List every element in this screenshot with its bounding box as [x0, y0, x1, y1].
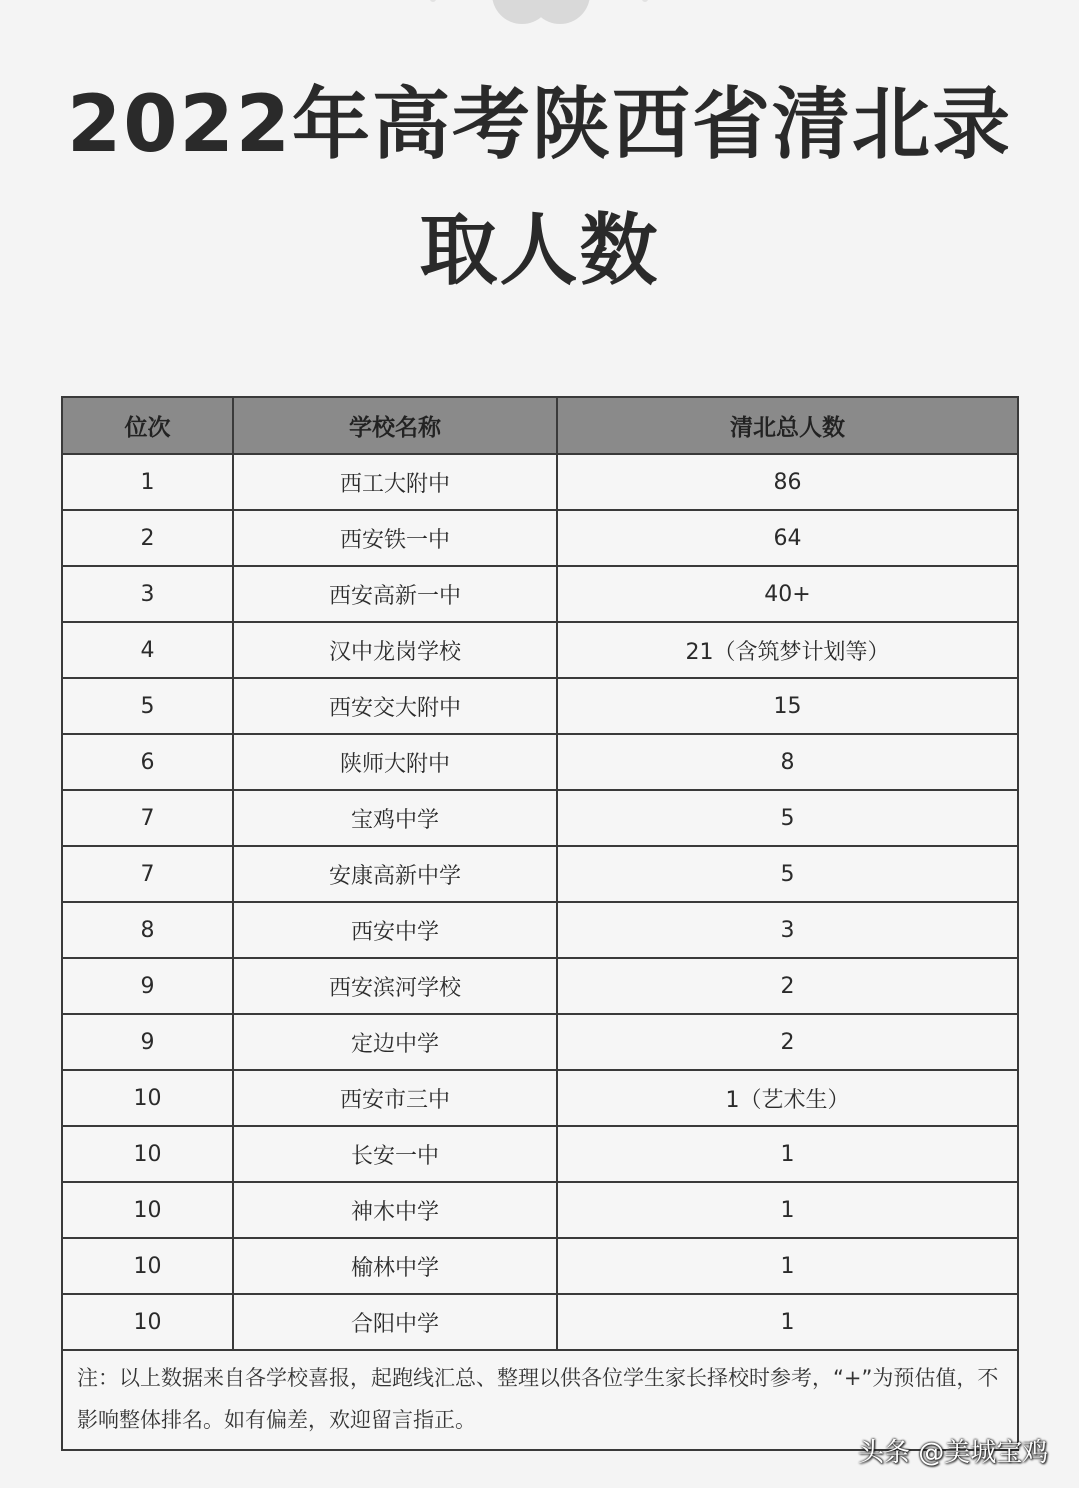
cell-count: 8 [557, 734, 1018, 790]
decoration-blob [530, 0, 590, 24]
cell-school: 宝鸡中学 [233, 790, 557, 846]
table-row [62, 566, 1018, 622]
cell-rank: 5 [62, 678, 233, 734]
header-rank: 位次 [62, 397, 233, 454]
cell-school: 榆林中学 [233, 1238, 557, 1294]
table-row [62, 1070, 1018, 1126]
cell-count: 5 [557, 846, 1018, 902]
table-row [62, 1238, 1018, 1294]
table-row [62, 678, 1018, 734]
table-row [62, 1126, 1018, 1182]
cell-rank: 10 [62, 1294, 233, 1350]
page-title-line-2: 取人数 [419, 206, 660, 296]
table-header-row [62, 397, 1018, 454]
cell-rank: 4 [62, 622, 233, 678]
cell-school: 合阳中学 [233, 1294, 557, 1350]
cell-count: 3 [557, 902, 1018, 958]
cell-count: 1 [557, 1238, 1018, 1294]
page-title-line-1: 2022年高考陕西省清北录 [66, 80, 1013, 170]
cell-rank: 10 [62, 1182, 233, 1238]
cell-rank: 9 [62, 1014, 233, 1070]
cell-count: 5 [557, 790, 1018, 846]
cell-school: 定边中学 [233, 1014, 557, 1070]
cell-school: 神木中学 [233, 1182, 557, 1238]
cell-school: 西安交大附中 [233, 678, 557, 734]
cell-count: 21（含筑梦计划等） [557, 622, 1018, 678]
cell-school: 西安滨河学校 [233, 958, 557, 1014]
table-row [62, 510, 1018, 566]
cell-school: 西工大附中 [233, 454, 557, 510]
table-row [62, 790, 1018, 846]
cell-count: 64 [557, 510, 1018, 566]
cell-count: 1（艺术生） [557, 1070, 1018, 1126]
cell-school: 陕师大附中 [233, 734, 557, 790]
table-row [62, 846, 1018, 902]
header-school: 学校名称 [233, 397, 557, 454]
ranking-table [61, 396, 1019, 1451]
cell-rank: 10 [62, 1126, 233, 1182]
cell-count: 1 [557, 1126, 1018, 1182]
cell-school: 长安一中 [233, 1126, 557, 1182]
cell-count: 86 [557, 454, 1018, 510]
table-row [62, 902, 1018, 958]
cell-school: 西安铁一中 [233, 510, 557, 566]
table-row [62, 454, 1018, 510]
table-row [62, 958, 1018, 1014]
cell-rank: 7 [62, 790, 233, 846]
cell-rank: 6 [62, 734, 233, 790]
cell-school: 汉中龙岗学校 [233, 622, 557, 678]
cell-count: 1 [557, 1182, 1018, 1238]
table-body [62, 454, 1018, 1350]
cell-rank: 10 [62, 1238, 233, 1294]
cell-rank: 7 [62, 846, 233, 902]
cell-rank: 1 [62, 454, 233, 510]
cell-school: 安康高新中学 [233, 846, 557, 902]
cell-school: 西安高新一中 [233, 566, 557, 622]
cell-rank: 3 [62, 566, 233, 622]
cell-rank: 9 [62, 958, 233, 1014]
table-note: 注：以上数据来自各学校喜报，起跑线汇总、整理以供各位学生家长择校时参考，“+”为预估值，不影响整体排名。如有偏差，欢迎留言指正。 [62, 1350, 1018, 1450]
cell-school: 西安市三中 [233, 1070, 557, 1126]
cell-rank: 8 [62, 902, 233, 958]
cell-count: 2 [557, 958, 1018, 1014]
cell-count: 2 [557, 1014, 1018, 1070]
cell-rank: 2 [62, 510, 233, 566]
cell-count: 15 [557, 678, 1018, 734]
watermark: 头条 @美城宝鸡 [858, 1438, 1049, 1468]
header-count: 清北总人数 [557, 397, 1018, 454]
decoration-mark [430, 0, 436, 2]
table-row [62, 1294, 1018, 1350]
table-row [62, 1014, 1018, 1070]
table-row [62, 1182, 1018, 1238]
cell-count: 1 [557, 1294, 1018, 1350]
decoration-mark [642, 0, 648, 2]
cell-rank: 10 [62, 1070, 233, 1126]
top-decoration [430, 0, 650, 30]
cell-school: 西安中学 [233, 902, 557, 958]
table-row [62, 622, 1018, 678]
cell-count: 40+ [557, 566, 1018, 622]
table-row [62, 734, 1018, 790]
